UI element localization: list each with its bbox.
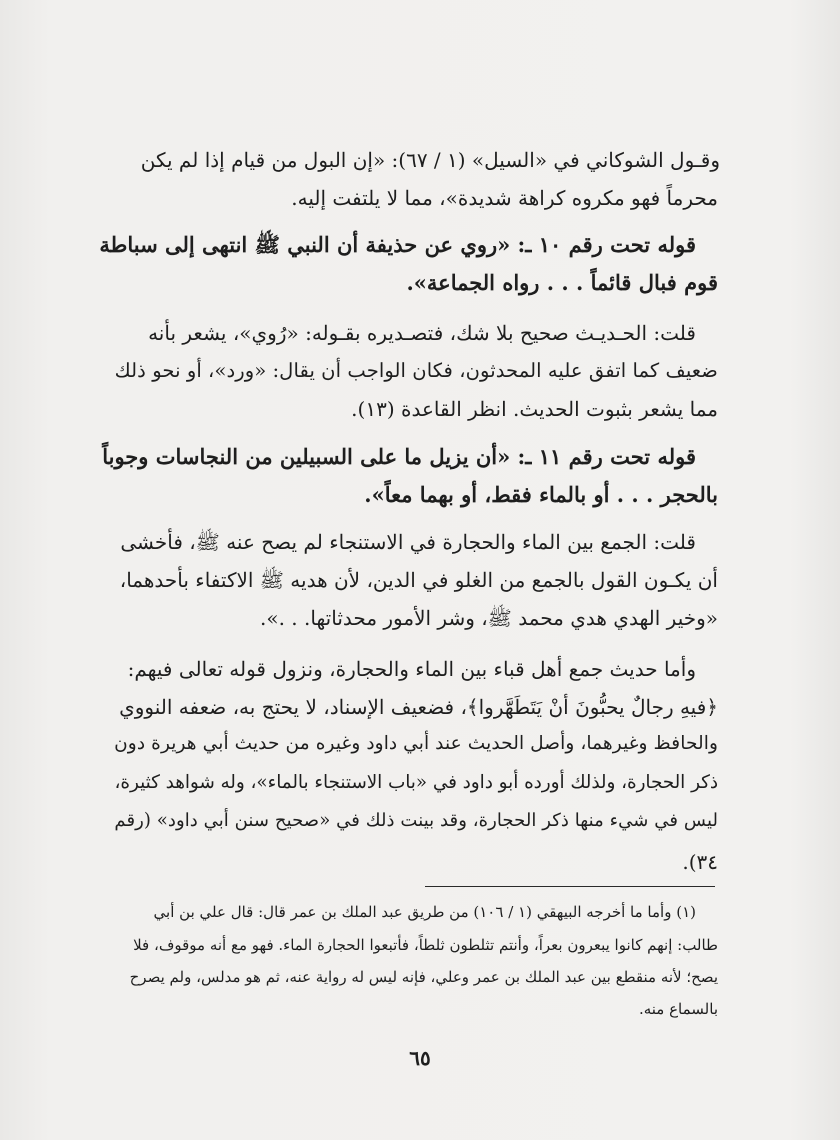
text-line: والحافظ وغيرهما، وأصل الحديث عند أبي داود وغيره من حديث أبي هريرة دون <box>114 733 718 754</box>
heading-line: قوله تحت رقم ١١ ـ: «أن يزيل ما على السبيلين من النجاسات وجوباً <box>102 444 696 469</box>
text-line: ﴿فيهِ رجالٌ يحبُّونَ أنْ يَتَطَهَّروا﴾، فضعيف الإسناد، لا يحتج به، ضعفه النووي <box>119 695 718 719</box>
heading-line: قوله تحت رقم ١٠ ـ: «روي عن حذيفة أن النبي ﷺ انتهى إلى سباطة <box>99 232 696 257</box>
footnote-divider <box>425 886 715 887</box>
text-line: وأما حديث جمع أهل قباء بين الماء والحجارة، ونزول قوله تعالى فيهم: <box>127 657 696 681</box>
footnote-line: يصح؛ لأنه منقطع بين عبد الملك بن عمر وعلي، فإنه ليس له رواية عنه، ثم هو مدلس، ولم يصرح <box>129 968 718 986</box>
text-line: قلت: الحـديـث صحيح بلا شك، فتصـديره بقـوله: «رُوي»، يشعر بأنه <box>148 321 696 345</box>
text-line: ضعيف كما اتفق عليه المحدثون، فكان الواجب أن يقال: «ورد»، أو نحو ذلك <box>114 359 718 382</box>
text-line: وقـول الشوكاني في «السيل» (١ / ٦٧): «إن البول من قيام إذا لم يكن <box>140 148 720 172</box>
text-line: «وخير الهدي هدي محمد ﷺ، وشر الأمور محدثاتها. . .». <box>259 606 718 630</box>
text-line: ذكر الحجارة، ولذلك أورده أبو داود في «باب الاستنجاء بالماء»، وله شواهد كثيرة، <box>114 772 718 793</box>
footnote-line: (١) وأما ما أخرجه البيهقي (١ / ١٠٦) من طريق عبد الملك بن عمر قال: قال علي بن أبي <box>153 903 696 921</box>
heading-line: بالحجر . . . أو بالماء فقط، أو بهما معاً». <box>364 482 718 507</box>
page-number: ٦٥ <box>409 1046 431 1070</box>
text-line: ٣٤). <box>682 850 718 874</box>
footnote-line: بالسماع منه. <box>638 1000 718 1018</box>
text-line: ليس في شيء منها ذكر الحجارة، وقد بينت ذلك في «صحيح سنن أبي داود» (رقم <box>114 810 718 831</box>
heading-line: قوم فبال قائماً . . . رواه الجماعة». <box>406 270 718 295</box>
text-line: مما يشعر بثبوت الحديث. انظر القاعدة (١٣). <box>351 397 718 421</box>
text-line: محرماً فهو مكروه كراهة شديدة»، مما لا يلتفت إليه. <box>291 186 718 210</box>
text-line: قلت: الجمع بين الماء والحجارة في الاستنجاء لم يصح عنه ﷺ، فأخشى <box>120 530 696 554</box>
footnote-line: طالب: إنهم كانوا يبعرون بعراً، وأنتم تثلطون ثلطاً، فأتبعوا الحجارة الماء. فهو مع أنه موقوف، فلا <box>133 936 718 954</box>
text-line: أن يكـون القول بالجمع من الغلو في الدين، لأن هديه ﷺ الاكتفاء بأحدهما، <box>119 568 718 592</box>
